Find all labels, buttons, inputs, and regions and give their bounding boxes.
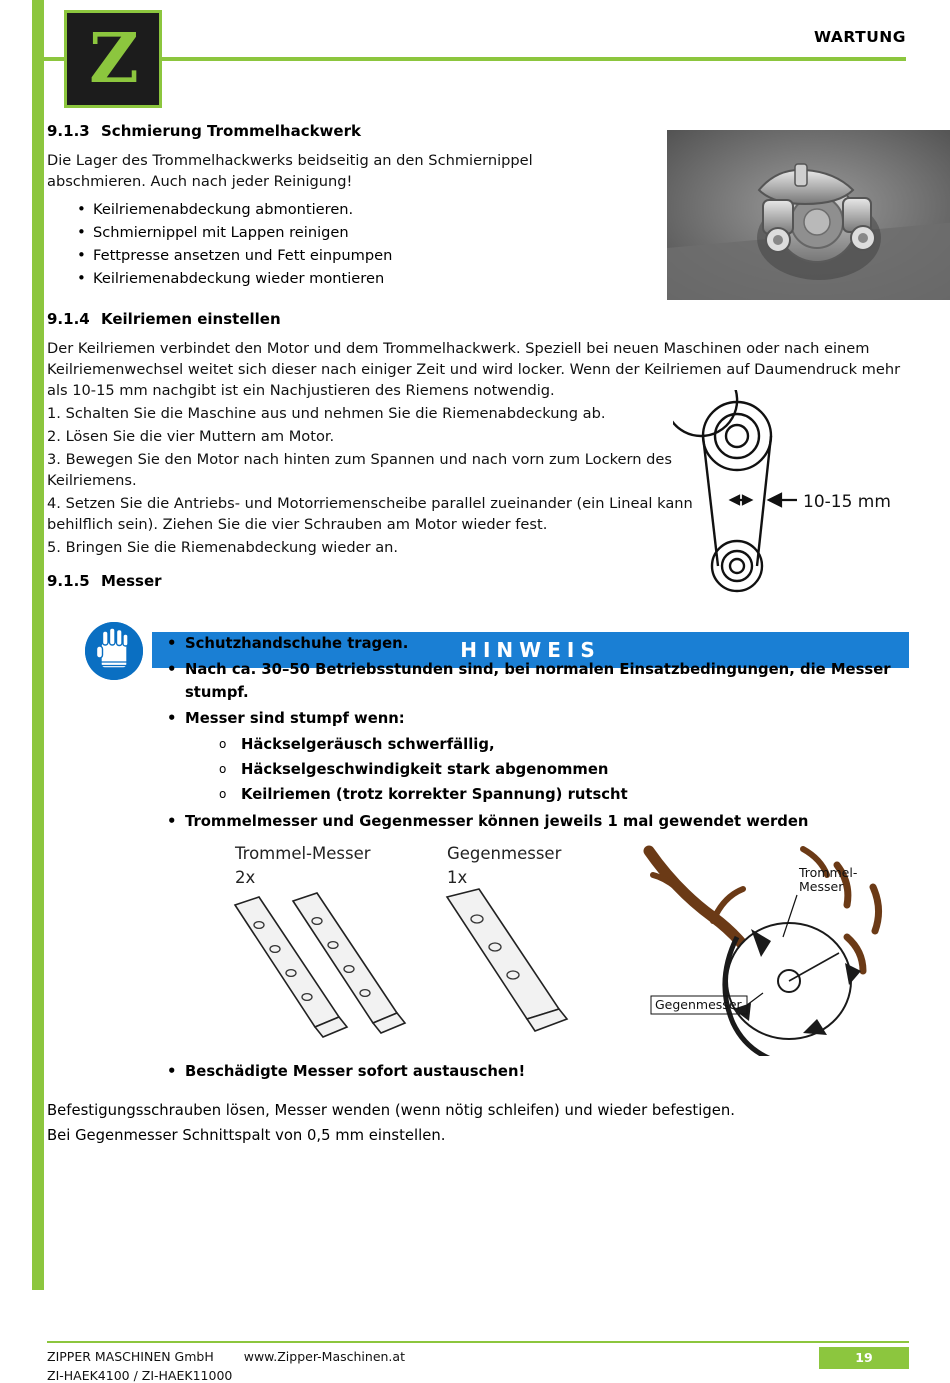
figure-qty-counter-knife: 1x (447, 868, 468, 887)
closing-line-2: Bei Gegenmesser Schnittspalt von 0,5 mm einstellen. (47, 1127, 446, 1144)
closing-line-1: Befestigungsschrauben lösen, Messer wenden (wenn nötig schleifen) und wieder befestigen. (47, 1102, 735, 1119)
list-item: • Schutzhandschuhe tragen. (165, 632, 909, 655)
left-accent-bar (32, 0, 44, 1290)
step-1: 1. Schalten Sie die Maschine aus und nehmen Sie die Riemenabdeckung ab. (47, 405, 606, 422)
section-9-1-3-intro: Die Lager des Trommelhackwerks beidseitig an den Schmiernippel abschmieren. Auch nach jeder Reinigung! (47, 152, 533, 190)
list-item: • Keilriemenabdeckung abmontieren. (79, 198, 607, 221)
page-header (44, 0, 906, 118)
step-4: 4. Setzen Sie die Antriebs- und Motorriemenscheibe parallel zueinander (ein Lineal kann behilflich sein). Ziehen Sie die vier Schrauben am Motor wieder fest. (47, 495, 693, 533)
footer-text (47, 1349, 405, 1383)
footer-model: ZI-HAEK4100 / ZI-HAEK11000 (47, 1368, 233, 1383)
list-item: • Keilriemenabdeckung wieder montieren (79, 267, 607, 290)
figure-callout-counter: Gegenmesser (655, 997, 742, 1012)
footer-company: ZIPPER MASCHINEN GmbH (47, 1349, 214, 1364)
notice-heading: HINWEIS (460, 638, 601, 662)
section-9-1-3 (47, 122, 909, 308)
page-content (47, 122, 909, 1149)
list-item: • Nach ca. 30–50 Betriebsstunden sind, bei normalen Einsatzbedingungen, die Messer stumpf. (165, 658, 909, 704)
figure-label-counter-knife: Gegenmesser (447, 844, 562, 863)
section-9-1-4-heading (47, 310, 909, 328)
step-3: 3. Bewegen Sie den Motor nach hinten zum Spannen und nach vorn zum Lockern des Keilriemens. (47, 451, 673, 489)
section-9-1-3-title: Schmierung Trommelhackwerk (101, 122, 361, 140)
belt-tension-diagram (673, 390, 913, 610)
page-number-badge (819, 1347, 909, 1369)
section-9-1-3-number: 9.1.3 (47, 122, 90, 140)
list-item: • Trommelmesser und Gegenmesser können jeweils 1 mal gewendet werden (165, 810, 909, 833)
footer-url[interactable]: www.Zipper-Maschinen.at (243, 1349, 405, 1364)
list-item: o Keilriemen (trotz korrekter Spannung) rutscht (219, 782, 909, 807)
section-9-1-3-bullets (47, 198, 607, 290)
glove-icon-graphic (85, 622, 143, 680)
glove-icon (85, 622, 143, 680)
notice-list (47, 632, 909, 833)
grease-nipple-photo-graphic (667, 130, 950, 300)
step-5: 5. Bringen Sie die Riemenabdeckung wieder an. (47, 539, 399, 556)
belt-gap-label: 10-15 mm (803, 492, 891, 512)
belt-tension-diagram-graphic (673, 390, 913, 610)
header-title: WARTUNG (814, 28, 906, 46)
section-9-1-4 (47, 310, 909, 558)
section-9-1-5-number: 9.1.5 (47, 572, 90, 590)
step-2: 2. Lösen Sie die vier Muttern am Motor. (47, 428, 335, 445)
section-9-1-5 (47, 572, 909, 1147)
section-9-1-4-number: 9.1.4 (47, 310, 90, 328)
knives-figure-graphic (47, 841, 909, 1056)
logo-letter: Z (89, 19, 137, 99)
zipper-logo (64, 10, 162, 108)
list-item: • Beschädigte Messer sofort austauschen! (165, 1060, 909, 1083)
header-rule (44, 57, 906, 61)
notice-box (47, 632, 909, 1083)
section-9-1-4-intro: Der Keilriemen verbindet den Motor und dem Trommelhackwerk. Speziell bei neuen Maschinen oder nach einem Keilriemenwechsel weitet sich dieser nach einiger Zeit und wird locker. Wenn der Keilriemen auf Daumendruck mehr als 10-15 mm nachgibt ist ein Nachjustieren des Riemens notwendig. (47, 340, 901, 399)
list-item-label: Messer sind stumpf wenn: (185, 710, 405, 727)
figure-callout-drum-2: Messer (799, 879, 844, 894)
figure-label-drum-knife: Trommel-Messer (235, 844, 371, 863)
closing-text (47, 1099, 909, 1147)
knives-figure (47, 841, 909, 1056)
footer-rule (47, 1341, 909, 1343)
section-9-1-5-title: Messer (101, 572, 162, 590)
list-item: • Schmiernippel mit Lappen reinigen (79, 221, 607, 244)
list-item: o Häckselgeräusch schwerfällig, (219, 732, 909, 757)
notice-sub-list (185, 732, 909, 807)
figure-qty-drum-knife: 2x (235, 868, 256, 887)
notice-final-list (47, 1060, 909, 1083)
section-9-1-4-title: Keilriemen einstellen (101, 310, 281, 328)
list-item: • Fettpresse ansetzen und Fett einpumpen (79, 244, 607, 267)
grease-nipple-photo (667, 130, 950, 300)
list-item: o Häckselgeschwindigkeit stark abgenommen (219, 757, 909, 782)
figure-callout-drum: Trommel- (799, 865, 858, 880)
page-number: 19 (855, 1350, 873, 1365)
list-item (165, 707, 909, 807)
